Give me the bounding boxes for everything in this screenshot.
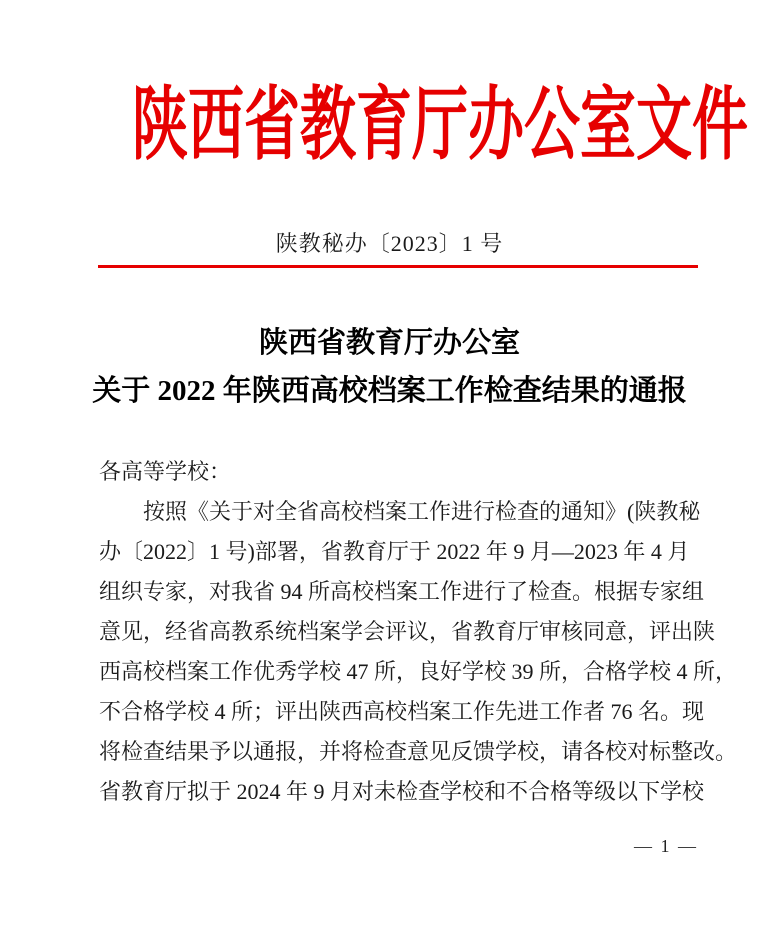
document-body bbox=[99, 452, 738, 812]
body-line: 省教育厅拟于 2024 年 9 月对未检查学校和不合格等级以下学校 bbox=[99, 779, 705, 804]
header-divider-rule bbox=[98, 265, 698, 268]
body-line: 意见，经省高教系统档案学会评议，省教育厅审核同意，评出陕 bbox=[99, 619, 716, 644]
page-number: — 1 — bbox=[634, 836, 698, 856]
body-line: 组织专家，对我省 94 所高校档案工作进行了检查。根据专家组 bbox=[99, 579, 705, 604]
body-line: 不合格学校 4 所；评出陕西高校档案工作先进工作者 76 名。现 bbox=[99, 699, 705, 724]
document-title-line2: 关于 2022 年陕西高校档案工作检查结果的通报 bbox=[92, 375, 687, 407]
body-line: 按照《关于对全省高校档案工作进行检查的通知》(陕教秘 bbox=[143, 499, 701, 524]
body-line: 将检查结果予以通报，并将检查意见反馈学校，请各校对标整改。 bbox=[99, 739, 738, 764]
document-masthead bbox=[0, 84, 779, 168]
doc-reference-number: 陕教秘办〔2023〕1 号 bbox=[275, 231, 504, 256]
document-title-line1: 陕西省教育厅办公室 bbox=[258, 327, 520, 359]
masthead-title: 陕西省教育厅办公室文件 bbox=[132, 82, 748, 170]
salutation-line: 各高等学校： bbox=[99, 459, 232, 484]
body-line: 西高校档案工作优秀学校 47 所，良好学校 39 所，合格学校 4 所， bbox=[99, 659, 738, 684]
body-line: 办〔2022〕1 号)部署，省教育厅于 2022 年 9 月—2023 年 4 月 bbox=[99, 539, 690, 564]
